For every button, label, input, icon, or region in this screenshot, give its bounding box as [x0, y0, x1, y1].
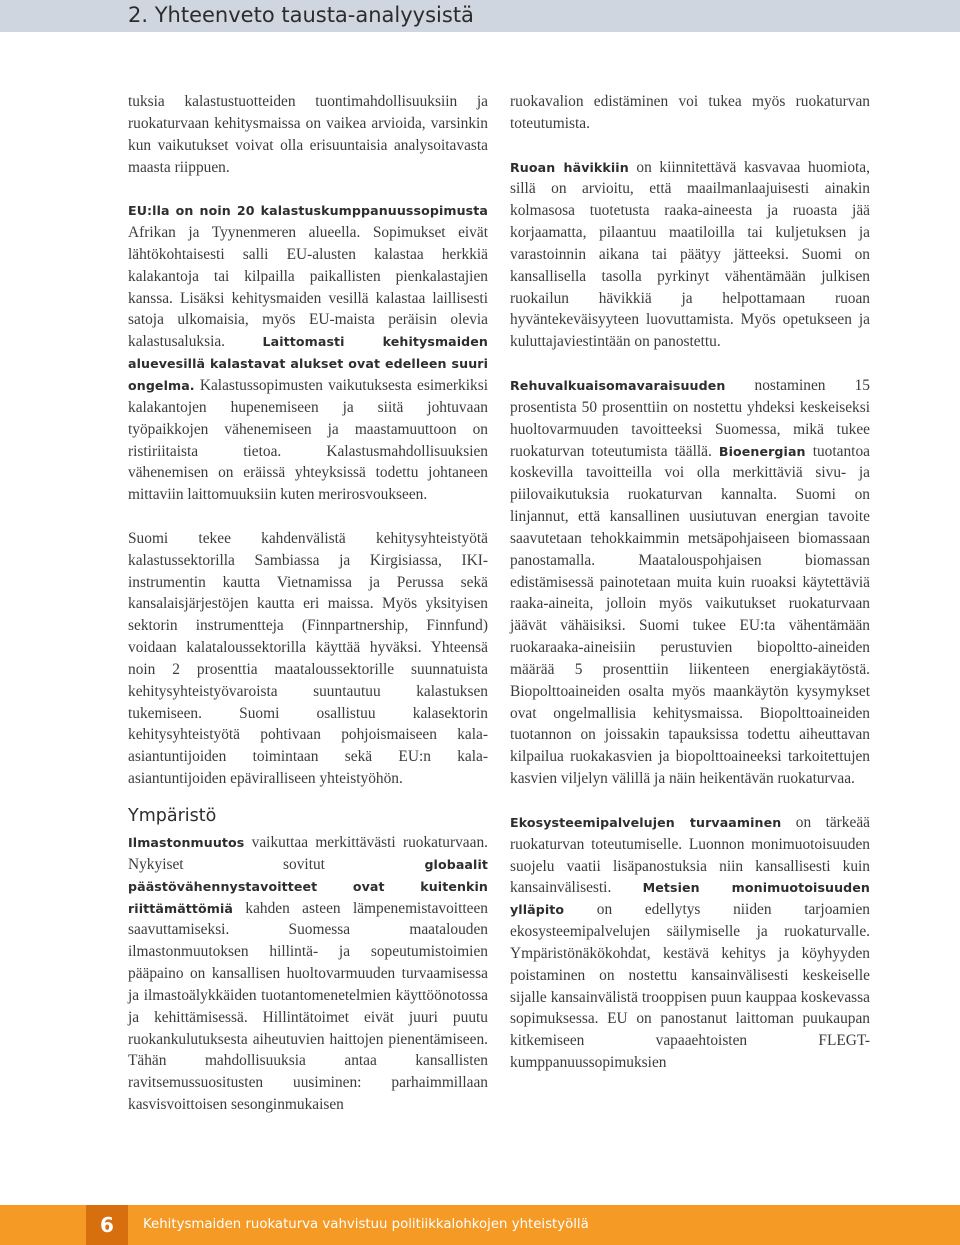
bold-phrase: Ruoan hävikkiin	[510, 159, 629, 175]
paragraph: ruokavalion edistäminen voi tukea myös ruokaturvan toteutumista.	[510, 93, 870, 132]
section-title: 2. Yhteenveto tausta-analyysistä	[128, 3, 474, 27]
paragraph: EU:lla on noin 20 kalastuskumppanuussopimusta Afrikan ja Tyynenmeren alueella. Sopimukset eivät lähtökohtaisesti salli EU-alusten kalastaa herkkiä kalakantoja tai kilpailla paikallisten pienkalastajien kanssa. Lisäksi kehitysmaiden vesillä kalastaa laillisesti satoja ulkomaisia, myös EU-maista peräisin olevia kalastusaluksia. Laittomasti kehitysmaiden aluevesillä kalastavat alukset ovat edelleen suuri ongelma. Kalastussopimusten vaikutuksesta esimerkiksi kalakantojen hupenemiseen ja siitä johtuvaan työpaikkojen vähenemiseen ja maastamuuttoon on ristiriitaista tietoa. Kalastusmahdollisuuksien vähenemisen on eräissä yhteyksissä todettu johtaneen mittaviin laittomuuksiin kuten merirosvoukseen.	[128, 203, 489, 504]
paragraph: Ruoan hävikkiin on kiinnitettävä kasvavaa huomiota, sillä on arvioitu, että maailmanlaajuisesti ainakin kolmasosa tuotetusta raaka-aineesta ja ruoasta jää korjaamatta, pilaantuu maatiloilla tai kuljetuksen ja varastoinnin aikana tai päätyy jätteeksi. Suomi on kansallisella tasolla pyrkinyt vähentämään julkisen ruokailun hävikkiä ja helpottamaan ruoan hyväntekeväisyyteen luovuttamista. Myös opetukseen ja kuluttajaviestintään on panostettu.	[510, 158, 870, 351]
paragraph: tuksia kalastustuotteiden tuontimahdollisuuksiin ja ruokaturvaan kehitysmaissa on vaikea arvioida, varsinkin kun vaikutukset voivat olla erisuuntaisia analysoitavasta maasta riippuen.	[128, 93, 488, 176]
paragraph: Suomi tekee kahdenvälistä kehitysyhteistyötä kalastussektorilla Sambiassa ja Kirgisiassa, IKI-instrumentin kautta Vietnamissa ja Perussa sekä kansalaisjärjestöjen kautta eri maissa. Myös yksityisen sektorin instrumentteja (Finnpartnership, Finnfund) voidaan kalataloussektorilla käyttää hyväksi. Yhteensä noin 2 prosenttia maataloussektorille suunnatuista kehitysyhteistyövaroista suuntautuu kalastuksen tukemiseen. Suomi osallistuu kalasektorin kehitysyhteistyötä pohtivaan pohjoismaiseen kala-asiantuntijoiden toimintaan sekä EU:n kala-asiantuntijoiden epäviralliseen yhteistyöhön.	[128, 529, 488, 788]
bold-phrase: EU:lla on noin 20 kalastuskumppanuussopimusta	[128, 203, 488, 219]
bold-phrase: Ekosysteemipalvelujen turvaaminen	[510, 814, 782, 830]
publication-title: Kehitysmaiden ruokaturva vahvistuu politiikkalohkojen yhteistyöllä	[143, 1217, 589, 1232]
bold-phrase: globaalit päästövähennystavoitteet ovat kuitenkin riittämättömiä	[128, 856, 488, 916]
paragraph: Ilmastonmuutos vaikuttaa merkittävästi ruokaturvaan. Nykyiset sovitut globaalit päästövähennystavoitteet ovat kuitenkin riittämättömiä kahden asteen lämpenemistavoitteen saavuttamiseksi. Suomessa maatalouden ilmastonmuutoksen hillintä- ja sopeutumistoimien pääpaino on kansallisen huoltovarmuuden turvaamisessa ja ilmastoälykkäiden tuotantomenetelmien käyttöönotossa ja kehittämisessä. Hillintätoimet eivät juuri puutu ruokankulutuksesta aiheutuvien haittojen pienentämiseen. Tähän mahdollisuuksia antaa kansallisten ravitsemussuositusten uusiminen: parhaimmillaan kasvisvoittoisen sesonginmukaisen	[128, 834, 488, 1114]
right-column	[510, 91, 870, 1074]
subheading-environment: Ympäristö	[128, 806, 217, 826]
page-number: 6	[86, 1205, 128, 1245]
bold-phrase: Ilmastonmuutos	[128, 835, 245, 850]
bold-phrase: Laittomasti kehitysmaiden aluevesillä kalastavat alukset ovat edelleen suuri ongelma.	[128, 334, 489, 393]
bold-phrase: Rehuvalkuaisomavaraisuuden	[510, 377, 726, 393]
paragraph: Ekosysteemipalvelujen turvaaminen on tärkeää ruokaturvan toteutumiselle. Luonnon monimuotoisuuden suojelu vaatii lisäpanostuksia niin kansallisesti kuin kansainvälisesti. Metsien monimuotoisuuden ylläpito on edellytys niiden tarjoamien ekosysteemipalvelujen säilymiselle ja ruokaturvalle. Ympäristönäkökohdat, kestävä kehitys ja köyhyyden poistaminen on nostettu kansainvälisesti keskeiselle sijalle kansainvälistä trooppisen puun kauppaa koskevassa sopimuksessa. EU on panostanut laittoman puukaupan kitkemiseen vapaaehtoisten FLEGT-kumppanuussopimuksien	[510, 813, 870, 1072]
paragraph: Rehuvalkuaisomavaraisuuden nostaminen 15 prosentista 50 prosenttiin on nostettu yhdeksi keskeiseksi huoltovarmuuden tavoitteeksi Suomessa, mikä tukee ruokaturvan toteutumista täällä. Bioenergian tuotantoa koskevilla tavoitteilla voi olla merkittäviä sivu- ja piilovaikutuksia ruokaturvan kannalta. Suomi on linjannut, että kansallinen uusiutuvan energian tavoite saavutetaan tehokkaimmin metsäpohjaiseen biomassaan panostamalla. Maatalouspohjaisen biomassan edistämisessä painotetaan muita kuin ruoaksi käytettäviä raaka-aineita, jolloin myös vaikutukset ruokaturvaan jäävät vähäisiksi. Suomi tukee EU:ta vähentämään ruokaraaka-aineisiin perustuvien biopoltto-aineiden määrää 5 prosenttiin liikenteen energiakäytöstä. Biopolttoaineiden osalta myös maankäytön kysymykset ovat ongelmallisia kehitysmaissa. Biopolttoaineiden tuotannon on joissakin tapauksissa todettu aiheuttavan kilpailua ruokakasvien ja biopolttoaineeksi tarkoitettujen kasvien viljelyn välillä ja näin heikentävän ruokaturvaa.	[510, 376, 870, 788]
bold-phrase: Bioenergian	[718, 443, 806, 459]
bold-phrase: Metsien monimuotoisuuden ylläpito	[510, 880, 870, 918]
left-column	[128, 91, 488, 1116]
